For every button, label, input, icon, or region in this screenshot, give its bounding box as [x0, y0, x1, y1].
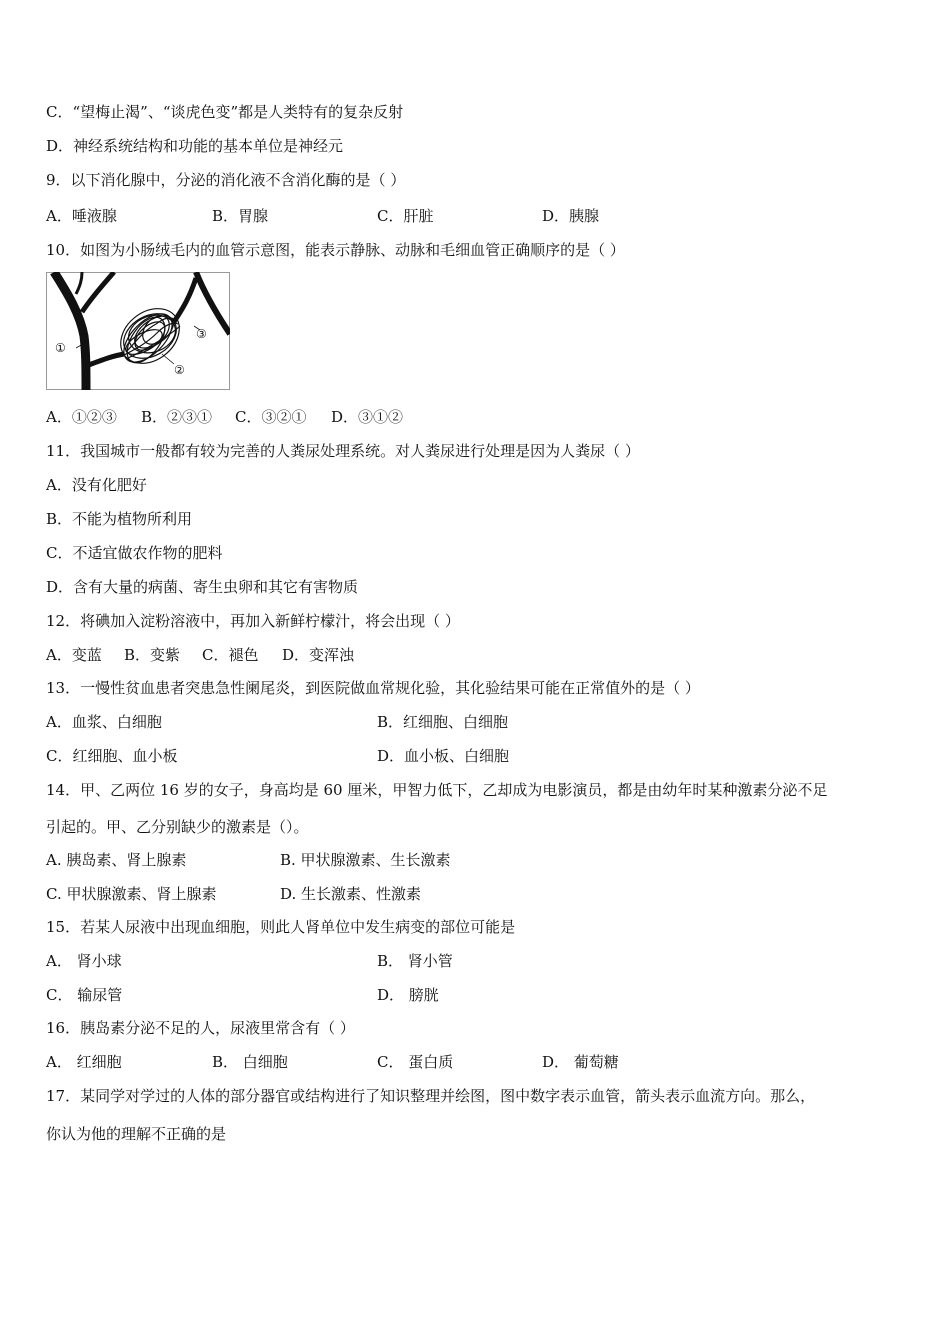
label-1: ①: [55, 341, 66, 355]
q11-option-c: C．不适宜做农作物的肥料: [46, 544, 223, 562]
villus-blood-vessel-diagram: [46, 272, 230, 390]
q17-stem-line1: 17．某同学对学过的人体的部分器官或结构进行了知识整理并绘图，图中数字表示血管，箭头表示血流方向。那么，: [46, 1087, 816, 1105]
q8-option-d: D．神经系统结构和功能的基本单位是神经元: [46, 137, 344, 155]
q14-option-a: A. 胰岛素、肾上腺素: [46, 851, 187, 869]
q13-option-a: A．血浆、白细胞: [46, 713, 162, 731]
q9-option-b: B．胃腺: [212, 207, 269, 225]
q14-stem-line1: 14．甲、乙两位 16 岁的女子，身高均是 60 厘米，甲智力低下，乙却成为电影演员，都是由幼年时某种激素分泌不足: [46, 781, 828, 799]
q16-option-d: D． 葡萄糖: [542, 1053, 619, 1071]
q14-option-b: B. 甲状腺激素、生长激素: [280, 851, 451, 869]
q14-option-d: D. 生长激素、性激素: [280, 885, 422, 903]
q13-option-c: C．红细胞、血小板: [46, 747, 178, 765]
q9-option-d: D．胰腺: [542, 207, 600, 225]
q15-option-c: C． 输尿管: [46, 986, 123, 1004]
q10-option-b: B．②③①: [141, 408, 213, 426]
q12-option-d: D．变浑浊: [282, 646, 355, 664]
q12-option-c: C．褪色: [202, 646, 259, 664]
q15-option-b: B． 肾小管: [377, 952, 453, 970]
q12-option-a: A．变蓝: [46, 646, 102, 664]
q14-option-c: C. 甲状腺激素、肾上腺素: [46, 885, 217, 903]
q16-stem: 16．胰岛素分泌不足的人，尿液里常含有（ ）: [46, 1019, 355, 1037]
q11-option-a: A．没有化肥好: [46, 476, 147, 494]
q16-option-c: C． 蛋白质: [377, 1053, 454, 1071]
q11-option-d: D．含有大量的病菌、寄生虫卵和其它有害物质: [46, 578, 359, 596]
q9-option-c: C．肝脏: [377, 207, 434, 225]
q16-option-a: A． 红细胞: [46, 1053, 122, 1071]
q12-stem: 12．将碘加入淀粉溶液中，再加入新鲜柠檬汁，将会出现（ ）: [46, 612, 460, 630]
q8-option-c: C．“望梅止渴”、“谈虎色变”都是人类特有的复杂反射: [46, 103, 404, 121]
q13-option-d: D．血小板、白细胞: [377, 747, 510, 765]
q11-option-b: B．不能为植物所利用: [46, 510, 193, 528]
q12-option-b: B．变紫: [124, 646, 181, 664]
q17-stem-line2: 你认为他的理解不正确的是: [46, 1125, 227, 1143]
villus-blood-vessel-figure: [46, 272, 230, 390]
q9-option-a: A．唾液腺: [46, 207, 117, 225]
q15-option-d: D． 膀胱: [377, 986, 439, 1004]
q10-stem: 10．如图为小肠绒毛内的血管示意图，能表示静脉、动脉和毛细血管正确顺序的是（ ）: [46, 241, 625, 259]
q10-option-c: C．③②①: [235, 408, 307, 426]
q16-option-b: B． 白细胞: [212, 1053, 288, 1071]
q14-stem-line2: 引起的。甲、乙分别缺少的激素是（）。: [46, 818, 309, 836]
q10-option-d: D．③①②: [331, 408, 404, 426]
q15-option-a: A． 肾小球: [46, 952, 122, 970]
q11-stem: 11．我国城市一般都有较为完善的人粪尿处理系统。对人粪尿进行处理是因为人粪尿（ ）: [46, 442, 640, 460]
label-3: ③: [196, 327, 207, 341]
q13-stem: 13．一慢性贫血患者突患急性阑尾炎，到医院做血常规化验，其化验结果可能在正常值外的是（ ）: [46, 679, 700, 697]
label-2: ②: [174, 363, 185, 377]
q13-option-b: B．红细胞、白细胞: [377, 713, 509, 731]
q15-stem: 15．若某人尿液中出现血细胞，则此人肾单位中发生病变的部位可能是: [46, 918, 516, 936]
q9-stem: 9．以下消化腺中，分泌的消化液不含消化酶的是（ ）: [46, 171, 406, 189]
q10-option-a: A．①②③: [46, 408, 117, 426]
